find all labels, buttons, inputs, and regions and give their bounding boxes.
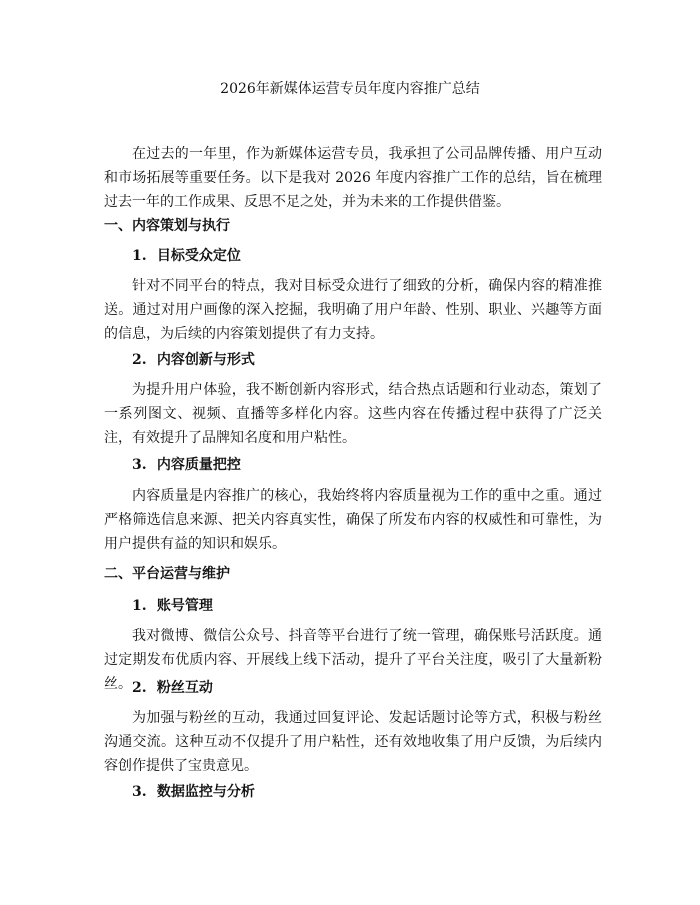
subsection-heading [132, 782, 255, 802]
subsection-number: 2. [132, 352, 147, 368]
subsection-title: 内容质量把控 [156, 457, 241, 473]
document-title: 2026年新媒体运营专员年度内容推广总结 [220, 81, 480, 97]
subsection-title: 数据监控与分析 [156, 784, 255, 800]
body-paragraph: 针对不同平台的特点，我对目标受众进行了细致的分析，确保内容的精准推送。通过对用户画像的深入挖掘，我明确了用户年龄、性别、职业、兴趣等方面的信息，为后续的内容策划提供了有力支持。 [104, 278, 602, 342]
subsection-title: 账号管理 [156, 598, 213, 614]
subsection-title: 内容创新与形式 [156, 352, 255, 368]
subsection-heading [132, 455, 241, 475]
body-paragraph: 我对微博、微信公众号、抖音等平台进行了统一管理，确保账号活跃度。通过定期发布优质内容、开展线上线下活动，提升了平台关注度，吸引了大量新粉丝。 [104, 628, 602, 692]
intro-paragraph: 在过去的一年里，作为新媒体运营专员，我承担了公司品牌传播、用户互动和市场拓展等重要任务。以下是我对 2026 年度内容推广工作的总结，旨在梳理过去一年的工作成果、反思不足之处，并为未来的工作提供借鉴。 [104, 146, 602, 210]
subsection-heading [132, 596, 213, 616]
body-paragraph: 为提升用户体验，我不断创新内容形式，结合热点话题和行业动态，策划了一系列图文、视频、直播等多样化内容。这些内容在传播过程中获得了广泛关注，有效提升了品牌知名度和用户粘性。 [104, 382, 602, 446]
subsection-heading [132, 350, 255, 370]
subsection-number: 3. [132, 784, 147, 800]
subsection-title: 目标受众定位 [156, 248, 241, 264]
subsection-number: 3. [132, 457, 147, 473]
subsection-title: 粉丝互动 [156, 680, 213, 696]
body-paragraph: 内容质量是内容推广的核心，我始终将内容质量视为工作的重中之重。通过严格筛选信息来源、把关内容真实性，确保了所发布内容的权威性和可靠性，为用户提供有益的知识和娱乐。 [104, 488, 602, 552]
body-paragraph: 为加强与粉丝的互动，我通过回复评论、发起话题讨论等方式，积极与粉丝沟通交流。这种互动不仅提升了用户粘性，还有效地收集了用户反馈，为后续内容创作提供了宝贵意见。 [104, 710, 602, 774]
section-heading-platform-operation: 二、平台运营与维护 [104, 566, 230, 582]
subsection-number: 1. [132, 598, 147, 614]
subsection-number: 1. [132, 248, 147, 264]
subsection-heading [132, 246, 241, 266]
section-heading-content-planning: 一、内容策划与执行 [104, 218, 230, 234]
subsection-number: 2. [132, 680, 147, 696]
subsection-heading [132, 678, 213, 698]
